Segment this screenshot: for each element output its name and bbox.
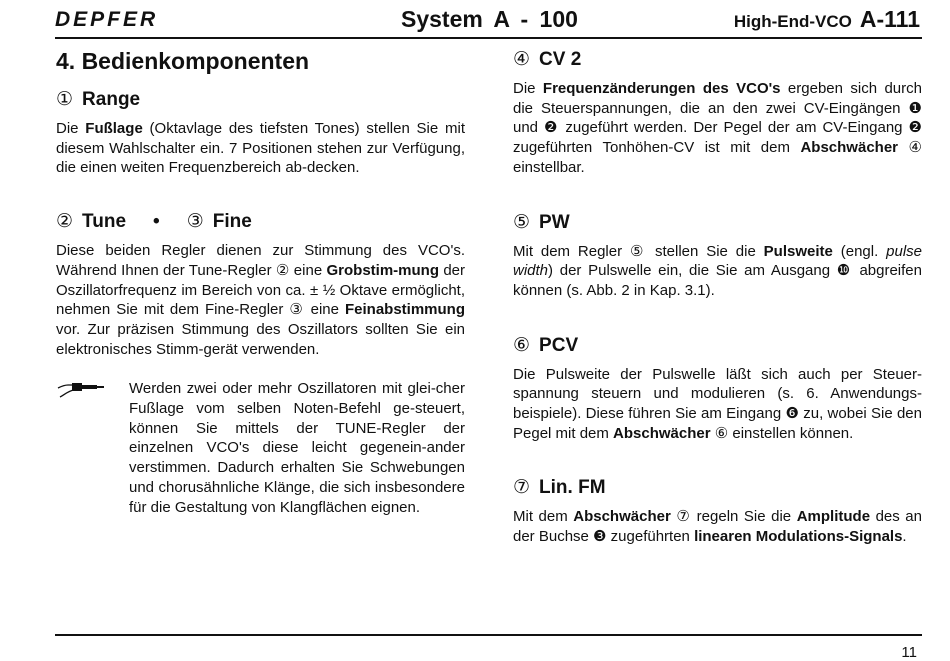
left-column [56,45,465,517]
page-number: 11 [901,644,917,661]
text-run: der Oszillatorfrequenz im Bereich von ca. ± ½ Oktave ermöglicht, nehmen Sie mit dem Fine-Regler ③ eine [56,261,465,319]
bold-text: Frequenzänderungen des VCO's [542,80,781,97]
note-block [56,379,465,517]
text-run: . [902,528,907,546]
paragraph-tune-fine [56,241,465,359]
bold-text: Amplitude [796,508,871,526]
text-run: Die [56,120,86,137]
heading-label: Range [82,89,141,110]
control-number: ⑦ [513,477,531,499]
bold-text: Fußlage [85,120,143,137]
text-run: Diese beiden Regler dienen zur Stimmung des VCO's. Während Ihnen der Tune-Regler ② eine [56,242,465,279]
text-run: ⑦ regeln Sie die [670,508,797,526]
text-run: Die [513,80,543,97]
right-column [513,45,922,547]
section-title: 4. Bedienkomponenten [56,48,310,74]
doepfer-logo: DEPFER [55,8,159,31]
text-run: (Oktavlage des tiefsten Tones) stellen Sie mit diesem Wahlschalter ein. 7 Positionen stehen zur Verfügung, die einen weiten Frequenzbereich ab-decken. [56,120,465,177]
bold-text: Abschwächer [613,424,711,442]
module-title [734,6,920,33]
module-code: A-111 [859,6,920,32]
text-run: ④ einstellbar. [513,139,922,176]
bold-text: Pulsweite [763,242,833,260]
heading-range [56,88,465,111]
heading-label: PCV [539,334,579,356]
text-run: vor. Zur präzisen Stimmung des Oszillators sollten Sie ein elektronisches Stimm-gerät verwenden. [56,320,465,358]
paragraph-range [56,119,465,178]
bullet-separator: • [153,211,160,233]
text-run: ⑥ einstellen können. [710,424,854,442]
text-run: Mit dem [513,508,574,526]
control-number: ④ [513,49,531,70]
control-number: ① [56,89,74,110]
system-title: System A - 100 [401,6,578,32]
heading-label: PW [539,211,570,233]
heading-label: CV 2 [539,49,582,70]
heading-lin-fm [513,476,922,499]
heading-label: Fine [212,211,252,233]
text-run: Werden zwei oder mehr Oszillatoren mit glei-cher Fußlage vom selben Noten-Befehl ge-steuert, können Sie mittels der TUNE-Regler der einzelnen VCO's diese leicht gegenein-ander verstimmen. Dadurch erhalten Sie Schwebungen und chorusähnliche Klänge, die sich insbesondere für die Gestaltung von Klangflächen eignen. [129,380,465,516]
footer-rule [55,634,922,636]
bold-text: Abschwächer [573,508,671,526]
bold-text: Feinabstimmung [344,301,465,319]
text-run: des an der Buchse ❸ zugeführten [513,508,922,546]
paragraph-lin-fm [513,507,922,546]
bold-text: linearen Modulations-Signals [694,528,903,546]
paragraph-pcv [513,365,922,444]
heading-cv2 [513,48,922,71]
heading-tune-fine [56,210,465,233]
paragraph-cv2 [513,79,922,178]
page-header [55,6,920,36]
text-run: (engl. [832,242,887,260]
header-rule [55,37,922,39]
heading-label: Tune [82,211,127,233]
heading-label: Lin. FM [539,477,606,499]
text-run: ergeben sich durch die Steuerspannungen, die an den zwei CV-Eingängen ❶ und ❷ zugeführt werden. Der Pegel der am CV-Eingang ❷ zugeführten Tonhöhen-CV ist mit dem [513,80,922,157]
control-number: ③ [186,211,204,233]
control-number: ⑤ [513,211,531,233]
italic-text: pulse width [513,242,922,280]
text-run: Die Pulsweite der Pulswelle läßt sich auch per Steuer-spannung steuern und modulieren (s. 6. Anwendungs-beispiele). Diese führen Sie am Eingang ❻ zu, wobei Sie den Pegel mit dem [513,365,922,442]
heading-pw [513,211,922,234]
paragraph-pw [513,242,922,301]
module-name: High-End-VCO [733,12,852,31]
control-number: ② [56,211,74,233]
bold-text: Grobstim-mung [326,261,439,279]
text-run: ) der Pulswelle ein, die Sie am Ausgang ❿ abgreifen können (s. Abb. 2 in Kap. 3.1). [513,262,922,299]
bold-text: Abschwächer [800,139,899,157]
note-text [129,379,465,517]
patch-cable-icon [56,381,106,399]
text-run: Mit dem Regler ⑤ stellen Sie die [513,242,764,260]
heading-pcv [513,334,922,357]
control-number: ⑥ [513,334,531,356]
